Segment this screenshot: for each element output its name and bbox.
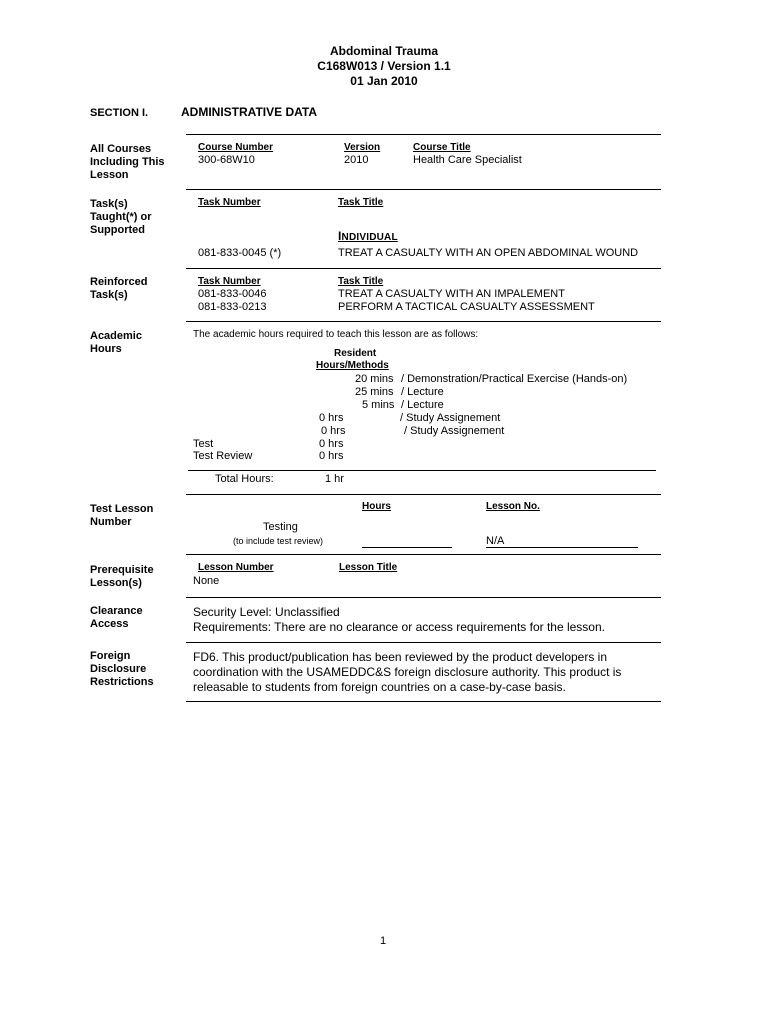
- reinforced-number: 081-833-0046: [198, 288, 267, 300]
- page-number: 1: [380, 935, 387, 947]
- course-number: 300-68W10: [198, 154, 255, 166]
- method-time: 5 mins: [362, 399, 395, 411]
- prereq-number-header: Lesson Number: [198, 562, 274, 573]
- reinforced-number-header: Task Number: [198, 276, 261, 287]
- test-lesson-label: Test Lesson Number: [90, 503, 154, 528]
- prereq-value: None: [193, 575, 220, 587]
- prereq-label: Prerequisite Lesson(s): [90, 564, 154, 589]
- academic-intro: The academic hours required to teach this lesson are as follows:: [193, 329, 479, 340]
- document-date: 01 Jan 2010: [350, 74, 418, 88]
- reinforced-title-header: Task Title: [338, 276, 384, 287]
- test-hours-blank: [362, 547, 452, 548]
- foreign-disclosure-line: FD6. This product/publication has been reviewed by the product developers in: [193, 650, 608, 664]
- clearance-label: Clearance Access: [90, 605, 143, 630]
- test-lesson-no-header: Lesson No.: [486, 501, 540, 512]
- task-number: 081-833-0045 (*): [198, 247, 282, 259]
- method-name: / Demonstration/Practical Exercise (Hands-on): [401, 373, 628, 385]
- tasks-label: Task(s) Taught(*) or Supported: [90, 198, 152, 236]
- course-version-header: Version: [344, 142, 381, 153]
- foreign-disclosure-line: coordination with the USAMEDDC&S foreign disclosure authority. This product is: [193, 665, 622, 679]
- divider: [186, 268, 661, 269]
- academic-label: Academic Hours: [90, 330, 142, 355]
- course-version: 2010: [344, 154, 369, 166]
- total-divider: [188, 470, 656, 471]
- clearance-requirements: Requirements: There are no clearance or access requirements for the lesson.: [193, 620, 605, 634]
- divider: [186, 597, 661, 598]
- test-lesson-no: N/A: [486, 535, 505, 547]
- divider: [186, 321, 661, 322]
- foreign-disclosure-line: releasable to students from foreign countries on a case-by-case basis.: [193, 680, 566, 694]
- method-name: / Study Assignement: [404, 425, 505, 437]
- task-category: INDIVIDUAL: [338, 229, 398, 243]
- method-time: 25 mins: [355, 386, 394, 398]
- reinforced-label: Reinforced Task(s): [90, 276, 148, 301]
- total-hours-label: Total Hours:: [215, 473, 274, 485]
- test-label: Test: [193, 438, 214, 450]
- section-title: ADMINISTRATIVE DATA: [181, 105, 317, 119]
- document-title: Abdominal Trauma: [329, 44, 439, 58]
- test-value: 0 hrs: [319, 438, 344, 450]
- method-name: / Lecture: [401, 399, 444, 411]
- course-title: Health Care Specialist: [413, 154, 522, 166]
- testing-note: (to include test review): [233, 536, 324, 546]
- hours-methods-header: Hours/Methods: [316, 360, 389, 371]
- reinforced-title: TREAT A CASUALTY WITH AN IMPALEMENT: [338, 288, 565, 300]
- document-code-version: C168W013 / Version 1.1: [317, 59, 451, 73]
- test-review-label: Test Review: [193, 450, 253, 462]
- method-time: 0 hrs: [319, 412, 344, 424]
- course-number-header: Course Number: [198, 142, 274, 153]
- divider: [186, 189, 661, 190]
- divider: [186, 494, 661, 495]
- divider: [186, 554, 661, 555]
- testing-label: Testing: [263, 521, 298, 533]
- test-review-value: 0 hrs: [319, 450, 344, 462]
- divider: [186, 134, 661, 135]
- security-level: Security Level: Unclassified: [193, 605, 340, 619]
- section-number: SECTION I.: [90, 107, 149, 119]
- method-time: 20 mins: [355, 373, 394, 385]
- task-title: TREAT A CASUALTY WITH AN OPEN ABDOMINAL WOUND: [338, 247, 639, 259]
- method-name: / Lecture: [401, 386, 444, 398]
- divider: [186, 642, 661, 643]
- reinforced-number: 081-833-0213: [198, 301, 267, 313]
- method-time: 0 hrs: [321, 425, 346, 437]
- task-title-header: Task Title: [338, 197, 384, 208]
- course-title-header: Course Title: [413, 142, 471, 153]
- method-name: / Study Assignement: [400, 412, 501, 424]
- foreign-disclosure-label: Foreign Disclosure Restrictions: [90, 650, 154, 688]
- task-number-header: Task Number: [198, 197, 261, 208]
- courses-label: All Courses Including This Lesson: [90, 143, 165, 181]
- test-lesson-no-blank: [486, 547, 638, 548]
- test-hours-header: Hours: [362, 501, 391, 512]
- reinforced-title: PERFORM A TACTICAL CASUALTY ASSESSMENT: [338, 301, 595, 313]
- prereq-title-header: Lesson Title: [339, 562, 398, 573]
- resident-header: Resident: [334, 348, 377, 359]
- divider: [186, 701, 661, 702]
- total-hours-value: 1 hr: [325, 473, 344, 485]
